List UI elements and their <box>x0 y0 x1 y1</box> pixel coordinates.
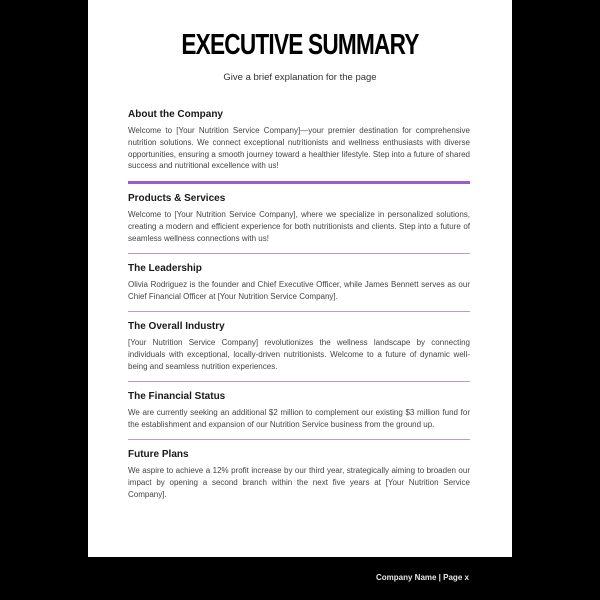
section-heading: About the Company <box>128 109 223 120</box>
section-financial-status <box>128 390 470 431</box>
page-footer: Company Name | Page x <box>376 573 469 582</box>
section-body: We are currently seeking an additional $2 million to complement our existing $3 million fund for the establishment and expansion of our Nutrition Service business from the ground up. <box>128 408 470 429</box>
section-products-services <box>128 192 470 244</box>
section-leadership <box>128 262 470 303</box>
section-heading: Products & Services <box>128 193 226 205</box>
section-body: Welcome to [Your Nutrition Service Company], where we specialize in personalized solutions, creating a modern and efficient experience for both nutritionists and clients. Step into a future of seamless wellness connections with us! <box>128 210 470 243</box>
section-overall-industry <box>128 320 470 372</box>
section-about-company <box>128 108 470 172</box>
section-divider <box>128 181 470 184</box>
document-page <box>88 0 512 557</box>
section-divider <box>128 381 470 383</box>
section-body: We aspire to achieve a 12% profit increase by our third year, strategically aiming to broaden our impact by opening a second branch within the next five years at [Your Nutrition Service Company]. <box>128 466 470 499</box>
section-heading: The Overall Industry <box>128 321 225 333</box>
section-body: Olivia Rodriguez is the founder and Chief Executive Officer, while James Bennett serves as our Chief Financial Officer at [Your Nutrition Service Company]. <box>128 280 470 301</box>
page-title: EXECUTIVE SUMMARY <box>181 29 419 61</box>
section-heading: The Financial Status <box>128 391 226 403</box>
section-divider <box>128 311 470 313</box>
summary-content <box>128 108 470 501</box>
section-divider <box>128 253 470 255</box>
section-heading: Future Plans <box>128 449 189 461</box>
section-body: Welcome to [Your Nutrition Service Company]—your premier destination for comprehensive nutrition solutions. We connect exceptional nutritionists and wellness enthusiasts with diverse opportunities, ensuring a smooth journey toward a healthier lifestyle. Step into a future of shared success and nutritional excellence with us! <box>128 126 470 171</box>
section-heading: The Leadership <box>128 263 202 275</box>
section-body: [Your Nutrition Service Company] revolutionizes the wellness landscape by connecting individuals with exceptional, locally-driven nutritionists. Welcome to a future of dynamic well-being and seamless nutrition experiences. <box>128 338 470 371</box>
section-divider <box>128 439 470 441</box>
page-subtitle: Give a brief explanation for the page <box>223 72 377 83</box>
section-future-plans <box>128 448 470 500</box>
